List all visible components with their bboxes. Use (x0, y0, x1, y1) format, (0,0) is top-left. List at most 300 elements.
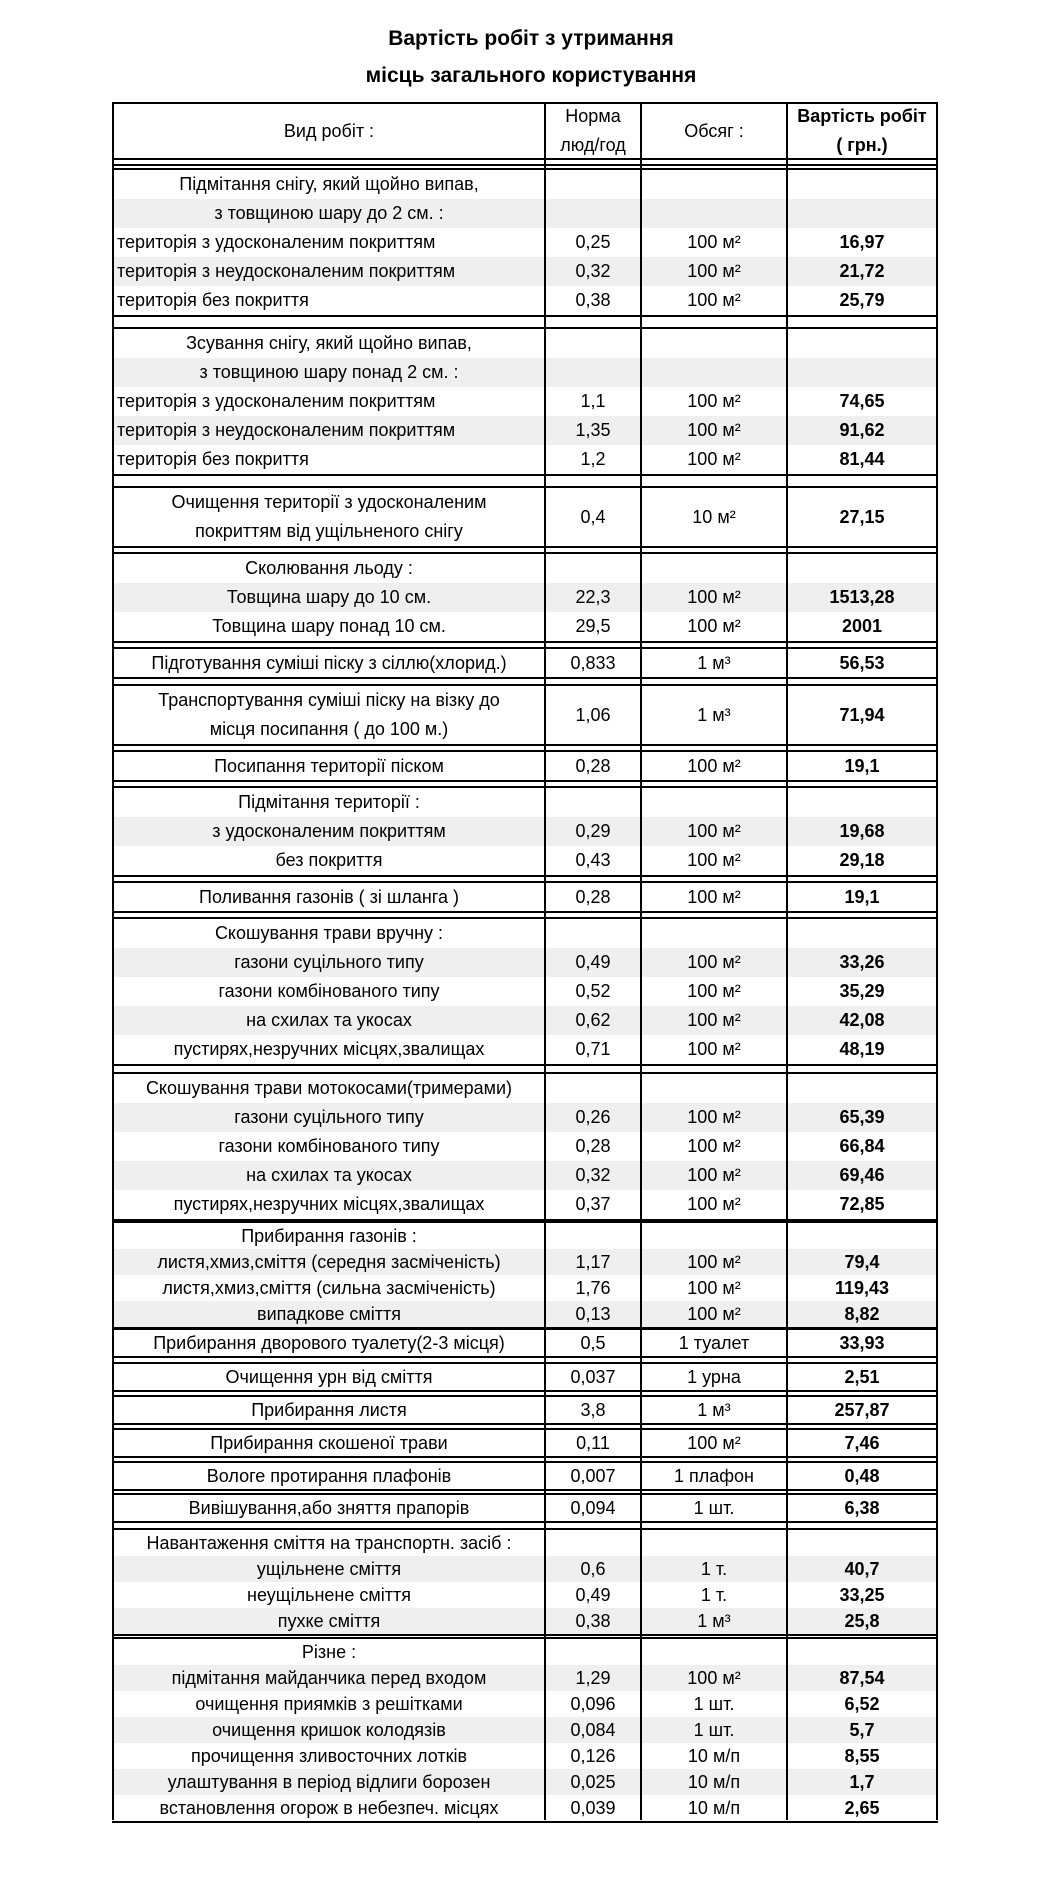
cost-cell (788, 1608, 936, 1634)
norm-cell (546, 1330, 640, 1356)
norm-cell (546, 1397, 640, 1423)
volume-cell (642, 1006, 786, 1035)
table-row (112, 1608, 938, 1634)
volume-value: 100 м² (687, 1251, 741, 1272)
norm-cell (546, 686, 640, 744)
norm-cell (546, 752, 640, 780)
volume-cell (642, 488, 786, 546)
volume-value: 100 м² (687, 290, 741, 310)
work-name-cell (114, 1495, 544, 1521)
group-heading (112, 1223, 938, 1249)
work-name-cell (114, 1364, 544, 1390)
cost-cell (788, 1665, 936, 1691)
work-name: Прибирання листя (251, 1399, 407, 1420)
work-name: газони суцільного типу (234, 952, 424, 972)
work-name-cell (114, 1430, 544, 1456)
table-row (112, 1161, 938, 1190)
work-name-cell (114, 1161, 544, 1190)
table-row (112, 416, 938, 445)
volume-cell (642, 1190, 786, 1219)
work-name: газони комбінованого типу (218, 1136, 440, 1156)
norm-cell (546, 649, 640, 677)
table-row (112, 1275, 938, 1301)
group-heading (112, 170, 938, 199)
cost-value: 42,08 (839, 1010, 885, 1030)
group-heading-text: Сколювання льоду : (245, 558, 413, 578)
norm-cell (546, 286, 640, 315)
group-heading-text: з товщиною шару понад 2 см. : (199, 362, 459, 382)
volume-cell (642, 977, 786, 1006)
work-name-cell (114, 612, 544, 641)
norm-cell (546, 445, 640, 474)
table-row (112, 1665, 938, 1691)
norm-value: 0,52 (575, 981, 611, 1001)
cost-value: 19,1 (844, 886, 880, 907)
volume-value: 100 м² (687, 449, 741, 469)
group-heading (112, 199, 938, 228)
norm-cell (546, 1743, 640, 1769)
cost-value: 33,26 (839, 952, 885, 972)
volume-cell (642, 1608, 786, 1634)
work-name: ущільнене сміття (256, 1558, 402, 1579)
volume-cell (642, 1330, 786, 1356)
cost-cell (788, 1249, 936, 1275)
work-name: Товщина шару понад 10 см. (212, 616, 446, 636)
volume-value: 100 м² (687, 981, 741, 1001)
cost-cell (788, 1691, 936, 1717)
norm-cell (546, 977, 640, 1006)
volume-cell (642, 1582, 786, 1608)
cost-value: 29,18 (839, 850, 885, 870)
volume-cell (642, 387, 786, 416)
row-border (112, 158, 938, 160)
row-border (112, 102, 938, 104)
norm-cell (546, 416, 640, 445)
norm-value: 3,8 (580, 1399, 606, 1420)
table-row (112, 1769, 938, 1795)
volume-cell (642, 686, 786, 744)
table-row (112, 1132, 938, 1161)
cost-value: 33,93 (839, 1332, 885, 1353)
cost-cell (788, 1190, 936, 1219)
cost-cell (788, 387, 936, 416)
norm-value: 0,49 (575, 952, 611, 972)
work-name: Прибирання скошеної трави (210, 1432, 448, 1453)
norm-value: 1,76 (575, 1277, 611, 1298)
cost-value: 8,55 (844, 1745, 880, 1766)
work-name: територія з неудосконаленим покриттям (117, 420, 456, 440)
column-border (786, 102, 788, 1820)
row-border (112, 677, 938, 679)
norm-value: 1,1 (580, 391, 606, 411)
work-name: газони комбінованого типу (218, 981, 440, 1001)
work-name-cell (114, 1006, 544, 1035)
cost-cell (788, 1330, 936, 1356)
norm-value: 1,17 (575, 1251, 611, 1272)
row-border (112, 474, 938, 476)
table-row (112, 948, 938, 977)
table-row (112, 1691, 938, 1717)
work-name-cell (114, 583, 544, 612)
norm-value: 0,096 (570, 1693, 616, 1714)
norm-value: 0,26 (575, 1107, 611, 1127)
table-row (112, 257, 938, 286)
volume-cell (642, 1665, 786, 1691)
work-name: очищення приямків з решітками (195, 1693, 463, 1714)
norm-value: 0,094 (570, 1497, 616, 1518)
cost-value: 2,65 (844, 1797, 880, 1818)
work-name-cell (114, 1608, 544, 1634)
volume-value: 100 м² (687, 420, 741, 440)
volume-value: 1 туалет (678, 1332, 750, 1353)
work-name-cell (114, 1691, 544, 1717)
norm-cell (546, 846, 640, 875)
table-row (112, 1397, 938, 1423)
volume-cell (642, 1495, 786, 1521)
table-row (112, 1301, 938, 1327)
cost-value: 5,7 (849, 1719, 875, 1740)
row-border (112, 911, 938, 913)
volume-cell (642, 583, 786, 612)
work-name-cell (114, 1330, 544, 1356)
volume-cell (642, 416, 786, 445)
cost-value: 257,87 (834, 1399, 890, 1420)
group-heading-text: Різне : (301, 1641, 357, 1662)
cost-cell (788, 1035, 936, 1064)
group-heading (112, 1074, 938, 1103)
work-name: без покриття (275, 850, 383, 870)
work-name: встановлення огорож в небезпеч. місцях (159, 1797, 499, 1818)
header-volume: Обсяг : (684, 120, 744, 141)
volume-cell (642, 1463, 786, 1489)
header-norm-line2: люд/год (560, 135, 626, 155)
work-name-cell (114, 1132, 544, 1161)
volume-value: 100 м² (687, 1667, 741, 1688)
volume-value: 100 м² (687, 1432, 741, 1453)
norm-value: 0,28 (575, 755, 611, 776)
work-name-cell (114, 1769, 544, 1795)
table-row (112, 846, 938, 875)
volume-cell (642, 1556, 786, 1582)
table-row (112, 488, 938, 546)
table-row (112, 1190, 938, 1219)
table-row (112, 1743, 938, 1769)
group-heading-cell (114, 1530, 544, 1556)
volume-value: 1 т. (700, 1584, 728, 1605)
cost-cell (788, 1495, 936, 1521)
volume-cell (642, 1035, 786, 1064)
norm-cell (546, 1190, 640, 1219)
norm-value: 0,62 (575, 1010, 611, 1030)
volume-cell (642, 1301, 786, 1327)
norm-value: 1,06 (575, 704, 611, 725)
cost-cell (788, 583, 936, 612)
cost-value: 65,39 (839, 1107, 885, 1127)
row-border (112, 744, 938, 746)
cost-cell (788, 1795, 936, 1821)
volume-value: 1 шт. (693, 1693, 735, 1714)
cost-cell (788, 257, 936, 286)
volume-value: 10 м/п (687, 1771, 741, 1792)
volume-cell (642, 1397, 786, 1423)
norm-cell (546, 488, 640, 546)
volume-cell (642, 1103, 786, 1132)
work-name-cell (114, 445, 544, 474)
work-name: територія з неудосконаленим покриттям (117, 261, 456, 281)
column-border (936, 102, 938, 1820)
norm-value: 0,32 (575, 261, 611, 281)
work-name: неущільнене сміття (247, 1584, 411, 1605)
column-border (112, 102, 114, 1820)
volume-cell (642, 228, 786, 257)
work-name-cell (114, 286, 544, 315)
norm-cell (546, 387, 640, 416)
work-name: Очищення території з удосконаленим (171, 492, 487, 512)
volume-value: 100 м² (687, 886, 741, 907)
volume-cell (642, 948, 786, 977)
work-name: з удосконаленим покриттям (212, 821, 446, 841)
work-name-cell (114, 387, 544, 416)
cost-value: 25,8 (844, 1610, 880, 1631)
work-name-cell (114, 228, 544, 257)
work-name: підмітання майданчика перед входом (171, 1667, 487, 1688)
row-border (112, 1356, 938, 1358)
group-heading-cell (114, 358, 544, 387)
work-name: очищення кришок колодязів (212, 1719, 446, 1740)
table-row (112, 1556, 938, 1582)
cost-value: 48,19 (839, 1039, 885, 1059)
table-row (112, 1249, 938, 1275)
norm-cell (546, 1463, 640, 1489)
volume-value: 10 м/п (687, 1797, 741, 1818)
norm-cell (546, 1006, 640, 1035)
cost-value: 74,65 (839, 391, 885, 411)
norm-cell (546, 883, 640, 911)
work-name-cell (114, 1717, 544, 1743)
volume-value: 1 м³ (697, 1610, 731, 1631)
cost-value: 1513,28 (829, 587, 895, 607)
cost-value: 0,48 (844, 1465, 880, 1486)
work-name-cell (114, 1103, 544, 1132)
volume-value: 1 м³ (697, 652, 731, 673)
work-name-cell (114, 1035, 544, 1064)
volume-value: 100 м² (687, 1303, 741, 1324)
norm-cell (546, 257, 640, 286)
volume-value: 1 урна (687, 1366, 741, 1387)
volume-cell (642, 752, 786, 780)
work-name-cell (114, 1582, 544, 1608)
norm-value: 0,28 (575, 1136, 611, 1156)
norm-value: 0,4 (580, 506, 606, 527)
row-border (112, 641, 938, 643)
norm-value: 0,37 (575, 1194, 611, 1214)
cost-cell (788, 228, 936, 257)
table-row (112, 1006, 938, 1035)
cost-value: 25,79 (839, 290, 885, 310)
norm-cell (546, 817, 640, 846)
norm-cell (546, 1430, 640, 1456)
volume-cell (642, 817, 786, 846)
work-name: Вивішування,або зняття прапорів (188, 1497, 470, 1518)
group-heading (112, 329, 938, 358)
norm-value: 0,38 (575, 290, 611, 310)
work-name: Посипання території піском (214, 755, 444, 776)
volume-cell (642, 1132, 786, 1161)
volume-cell (642, 1430, 786, 1456)
volume-cell (642, 1795, 786, 1821)
cost-cell (788, 416, 936, 445)
norm-cell (546, 1275, 640, 1301)
cost-value: 119,43 (834, 1277, 890, 1298)
volume-value: 100 м² (687, 1165, 741, 1185)
work-name-cell (114, 1397, 544, 1423)
cost-cell (788, 649, 936, 677)
table-row (112, 1035, 938, 1064)
work-name: територія з удосконаленим покриттям (117, 232, 436, 252)
cost-value: 81,44 (839, 449, 885, 469)
header-norm-line1: Норма (565, 106, 621, 126)
group-heading-text: Скошування трави вручну : (214, 923, 444, 943)
volume-value: 1 шт. (693, 1719, 735, 1740)
work-name: листя,хмиз,сміття (середня засміченість) (157, 1251, 501, 1272)
volume-value: 10 м/п (687, 1745, 741, 1766)
norm-cell (546, 1769, 640, 1795)
column-border (640, 102, 642, 1820)
cost-cell (788, 1463, 936, 1489)
table-row (112, 387, 938, 416)
cost-value: 21,72 (839, 261, 885, 281)
table-row (112, 817, 938, 846)
volume-cell (642, 1717, 786, 1743)
norm-value: 0,38 (575, 1610, 611, 1631)
table-row (112, 1330, 938, 1356)
norm-value: 0,833 (570, 652, 616, 673)
work-name-cell (114, 1249, 544, 1275)
work-name: місця посипання ( до 100 м.) (209, 719, 449, 739)
volume-value: 100 м² (687, 391, 741, 411)
work-name-cell (114, 488, 544, 546)
group-heading (112, 1530, 938, 1556)
cost-cell (788, 1006, 936, 1035)
cost-cell (788, 686, 936, 744)
work-name: газони суцільного типу (234, 1107, 424, 1127)
work-name: пустирях,незручних місцях,звалищах (173, 1039, 485, 1059)
volume-value: 100 м² (687, 587, 741, 607)
group-heading-text: Зсування снігу, який щойно випав, (186, 333, 472, 353)
norm-cell (546, 1132, 640, 1161)
cost-value: 6,52 (844, 1693, 880, 1714)
norm-value: 0,32 (575, 1165, 611, 1185)
cost-value: 87,54 (839, 1667, 885, 1688)
cost-value: 1,7 (849, 1771, 875, 1792)
row-border (112, 1489, 938, 1491)
row-border (112, 1064, 938, 1066)
work-name-cell (114, 846, 544, 875)
volume-cell (642, 1691, 786, 1717)
norm-value: 1,29 (575, 1667, 611, 1688)
group-heading (112, 358, 938, 387)
cost-cell (788, 1301, 936, 1327)
group-heading-text: з товщиною шару до 2 см. : (214, 203, 444, 223)
work-name-cell (114, 1795, 544, 1821)
table-row (112, 1582, 938, 1608)
group-heading-cell (114, 1223, 544, 1249)
work-name: територія без покриття (117, 290, 309, 310)
work-name: на схилах та укосах (246, 1165, 412, 1185)
volume-cell (642, 286, 786, 315)
title-line-1: Вартість робіт з утримання (388, 27, 674, 50)
group-heading (112, 788, 938, 817)
norm-cell (546, 1717, 640, 1743)
title-line-2: місць загального користування (365, 64, 697, 87)
work-name: Прибирання дворового туалету(2-3 місця) (153, 1332, 505, 1353)
volume-cell (642, 1364, 786, 1390)
group-heading-cell (114, 1074, 544, 1103)
cost-cell (788, 1769, 936, 1795)
norm-value: 0,43 (575, 850, 611, 870)
norm-cell (546, 1556, 640, 1582)
norm-value: 29,5 (575, 616, 611, 636)
group-heading-cell (114, 1639, 544, 1665)
row-border (112, 546, 938, 548)
row-border (112, 1456, 938, 1458)
work-name: пустирях,незручних місцях,звалищах (173, 1194, 485, 1214)
volume-cell (642, 1161, 786, 1190)
volume-value: 100 м² (687, 1277, 741, 1298)
norm-value: 0,13 (575, 1303, 611, 1324)
work-name: пухке сміття (277, 1610, 381, 1631)
volume-cell (642, 445, 786, 474)
cost-value: 66,84 (839, 1136, 885, 1156)
volume-value: 100 м² (687, 1107, 741, 1127)
norm-value: 0,25 (575, 232, 611, 252)
volume-cell (642, 649, 786, 677)
volume-value: 100 м² (687, 1010, 741, 1030)
volume-value: 1 шт. (693, 1497, 735, 1518)
volume-value: 100 м² (687, 1136, 741, 1156)
cost-cell (788, 445, 936, 474)
cost-cell (788, 1556, 936, 1582)
volume-value: 100 м² (687, 821, 741, 841)
table-row (112, 445, 938, 474)
norm-cell (546, 1103, 640, 1132)
volume-value: 100 м² (687, 952, 741, 972)
table-row (112, 228, 938, 257)
norm-value: 0,039 (570, 1797, 616, 1818)
volume-cell (642, 1275, 786, 1301)
work-name-cell (114, 1463, 544, 1489)
work-name: Підготування суміші піску з сіллю(хлорид.) (151, 652, 507, 673)
group-heading-text: Прибирання газонів : (241, 1225, 417, 1246)
cost-cell (788, 488, 936, 546)
norm-value: 0,037 (570, 1366, 616, 1387)
cost-cell (788, 752, 936, 780)
cost-cell (788, 1430, 936, 1456)
norm-value: 22,3 (575, 587, 611, 607)
norm-cell (546, 612, 640, 641)
table-row (112, 1495, 938, 1521)
group-heading-text: Навантаження сміття на транспортн. засіб : (146, 1532, 512, 1553)
work-name: покриттям від ущільненого снігу (195, 521, 463, 541)
norm-cell (546, 1665, 640, 1691)
norm-cell (546, 1035, 640, 1064)
table-row (112, 1463, 938, 1489)
work-name-cell (114, 257, 544, 286)
volume-cell (642, 1769, 786, 1795)
norm-cell (546, 1301, 640, 1327)
cost-value: 69,46 (839, 1165, 885, 1185)
volume-value: 100 м² (687, 755, 741, 776)
